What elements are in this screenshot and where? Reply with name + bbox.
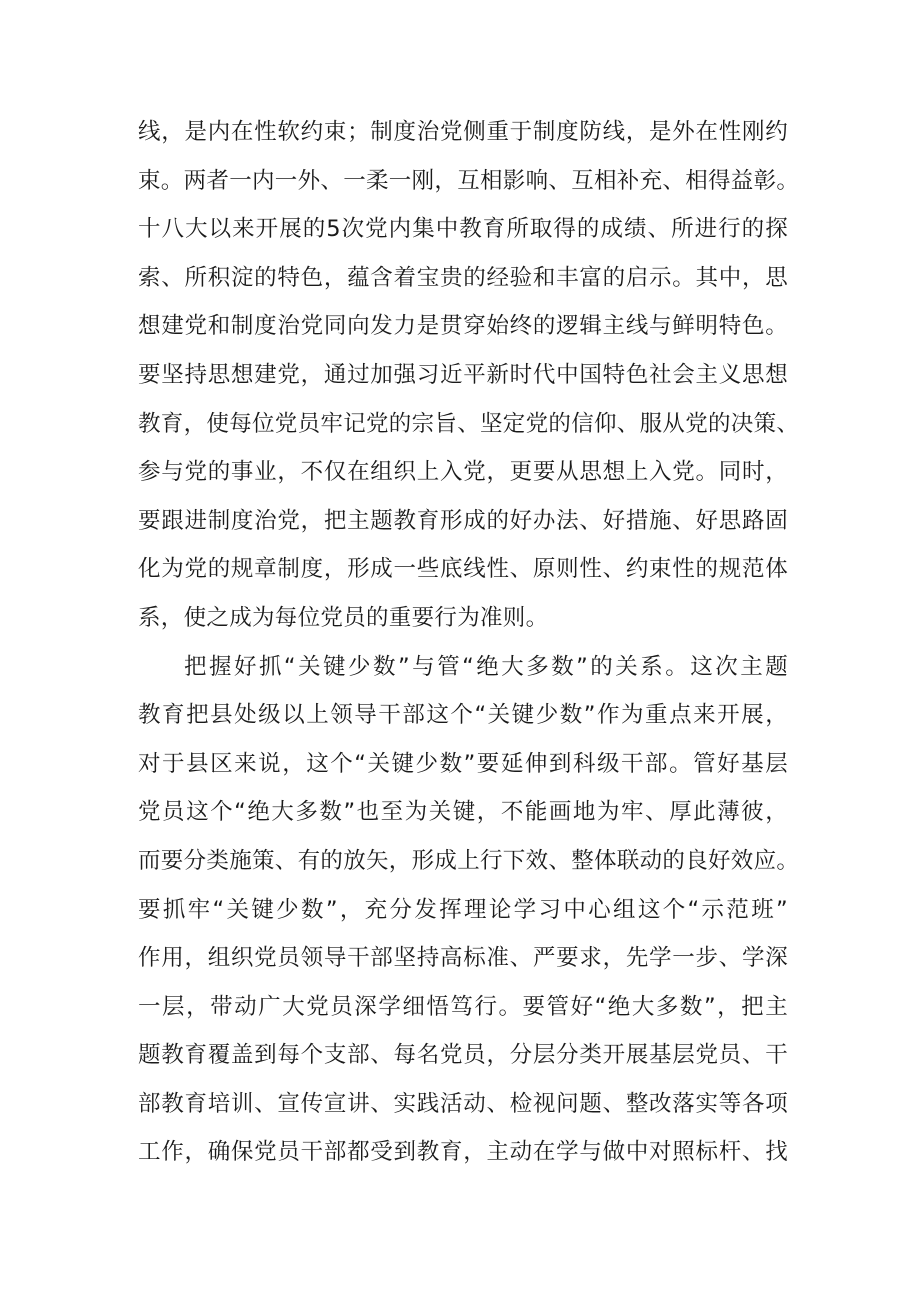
text-line: 党员这个“绝大多数”也至为关键，不能画地为牢、厚此薄彼， — [138, 799, 788, 826]
text-line: 作用，组织党员领导干部坚持高标准、严要求，先学一步、学深 — [138, 945, 788, 972]
text-line: 要跟进制度治党，把主题教育形成的好办法、好措施、好思路固 — [138, 507, 788, 534]
paragraph-1 — [138, 108, 800, 643]
text-line: 教育，使每位党员牢记党的宗旨、坚定党的信仰、服从党的决策、 — [138, 410, 800, 437]
text-line: 要抓牢“关键少数”，充分发挥理论学习中心组这个“示范班” — [138, 896, 788, 923]
text-line: 把握好抓“关键少数”与管“绝大多数”的关系。这次主题 — [184, 653, 788, 680]
text-line: 部教育培训、宣传宣讲、实践活动、检视问题、整改落实等各项 — [138, 1090, 788, 1117]
text-line: 要坚持思想建党，通过加强习近平新时代中国特色社会主义思想 — [138, 361, 788, 388]
text-line: 题教育覆盖到每个支部、每名党员，分层分类开展基层党员、干 — [138, 1042, 788, 1069]
text-line: 化为党的规章制度，形成一些底线性、原则性、约束性的规范体 — [138, 556, 788, 583]
text-line: 教育把县处级以上领导干部这个“关键少数”作为重点来开展， — [138, 702, 788, 729]
text-line: 束。两者一内一外、一柔一刚，互相影响、互相补充、相得益彰。 — [138, 167, 800, 194]
text-line: 参与党的事业，不仅在组织上入党，更要从思想上入党。同时， — [138, 459, 788, 486]
text-line: 工作，确保党员干部都受到教育，主动在学与做中对照标杆、找 — [138, 1139, 788, 1166]
text-line: 十八大以来开展的5次党内集中教育所取得的成绩、所进行的探 — [138, 216, 788, 243]
text-line: 系，使之成为每位党员的重要行为准则。 — [138, 604, 549, 631]
text-line: 一层，带动广大党员深学细悟笃行。要管好“绝大多数”，把主 — [138, 993, 788, 1020]
text-line: 而要分类施策、有的放矢，形成上行下效、整体联动的良好效应。 — [138, 847, 800, 874]
text-line: 对于县区来说，这个“关键少数”要延伸到科级干部。管好基层 — [138, 750, 788, 777]
document-body — [138, 108, 800, 1177]
text-line: 线，是内在性软约束；制度治党侧重于制度防线，是外在性刚约 — [138, 119, 788, 145]
paragraph-2 — [138, 643, 800, 1178]
text-line: 想建党和制度治党同向发力是贯穿始终的逻辑主线与鲜明特色。 — [138, 313, 788, 340]
text-line: 索、所积淀的特色，蕴含着宝贵的经验和丰富的启示。其中，思 — [138, 264, 788, 291]
